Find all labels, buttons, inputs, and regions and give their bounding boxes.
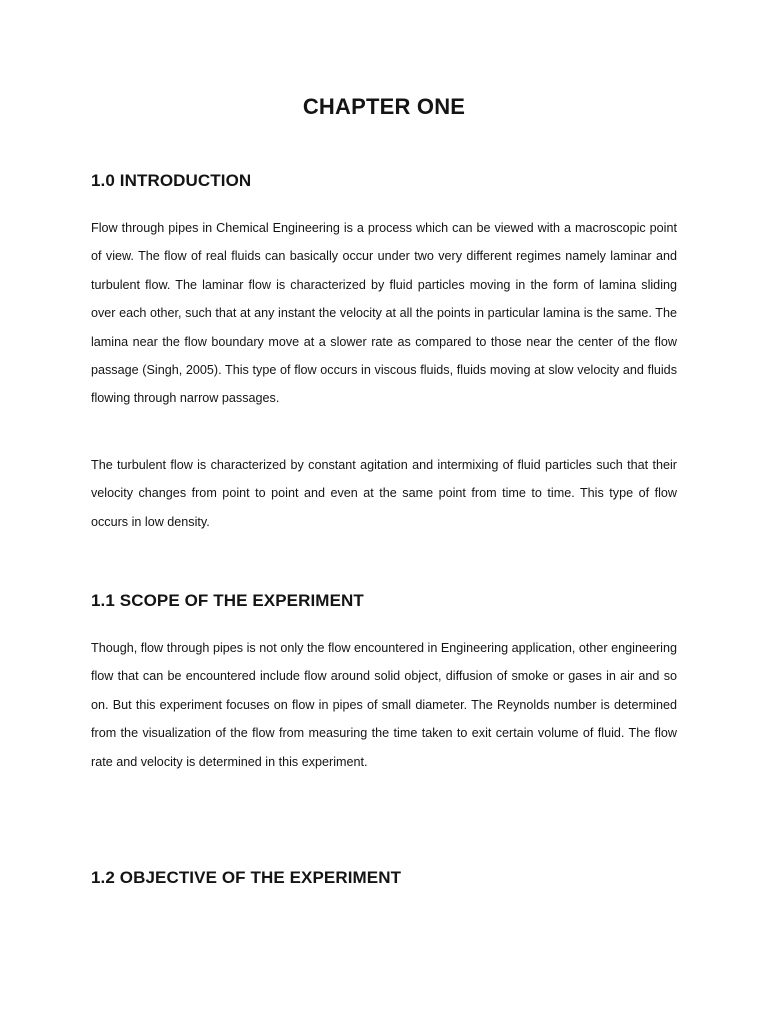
introduction-paragraph-1: Flow through pipes in Chemical Engineering is a process which can be viewed with a macroscopic point of view. The flow of real fluids can basically occur under two very different regimes namely laminar and turbulent flow. The laminar flow is characterized by fluid particles moving in the form of lamina sliding over each other, such that at any instant the velocity at all the points in particular lamina is the same. The lamina near the flow boundary move at a slower rate as compared to those near the center of the flow passage (Singh, 2005). This type of flow occurs in viscous fluids, fluids moving at slow velocity and fluids flowing through narrow passages. xyxy=(91,221,677,406)
section-heading-objective: 1.2 OBJECTIVE OF THE EXPERIMENT xyxy=(91,868,402,887)
section-heading-introduction: 1.0 INTRODUCTION xyxy=(91,171,252,190)
introduction-paragraph-2: The turbulent flow is characterized by constant agitation and intermixing of fluid particles such that their velocity changes from point to point and even at the same point from time to time. This type of flow occurs in low density. xyxy=(91,458,677,529)
chapter-title: CHAPTER ONE xyxy=(302,94,466,119)
section-heading-scope: 1.1 SCOPE OF THE EXPERIMENT xyxy=(91,591,364,610)
scope-paragraph: Though, flow through pipes is not only the flow encountered in Engineering application, other engineering flow that can be encountered include flow around solid object, diffusion of smoke or gases in air and so on. But this experiment focuses on flow in pipes of small diameter. The Reynolds number is determined from the visualization of the flow from measuring the time taken to exit certain volume of fluid. The flow rate and velocity is determined in this experiment. xyxy=(91,641,677,769)
